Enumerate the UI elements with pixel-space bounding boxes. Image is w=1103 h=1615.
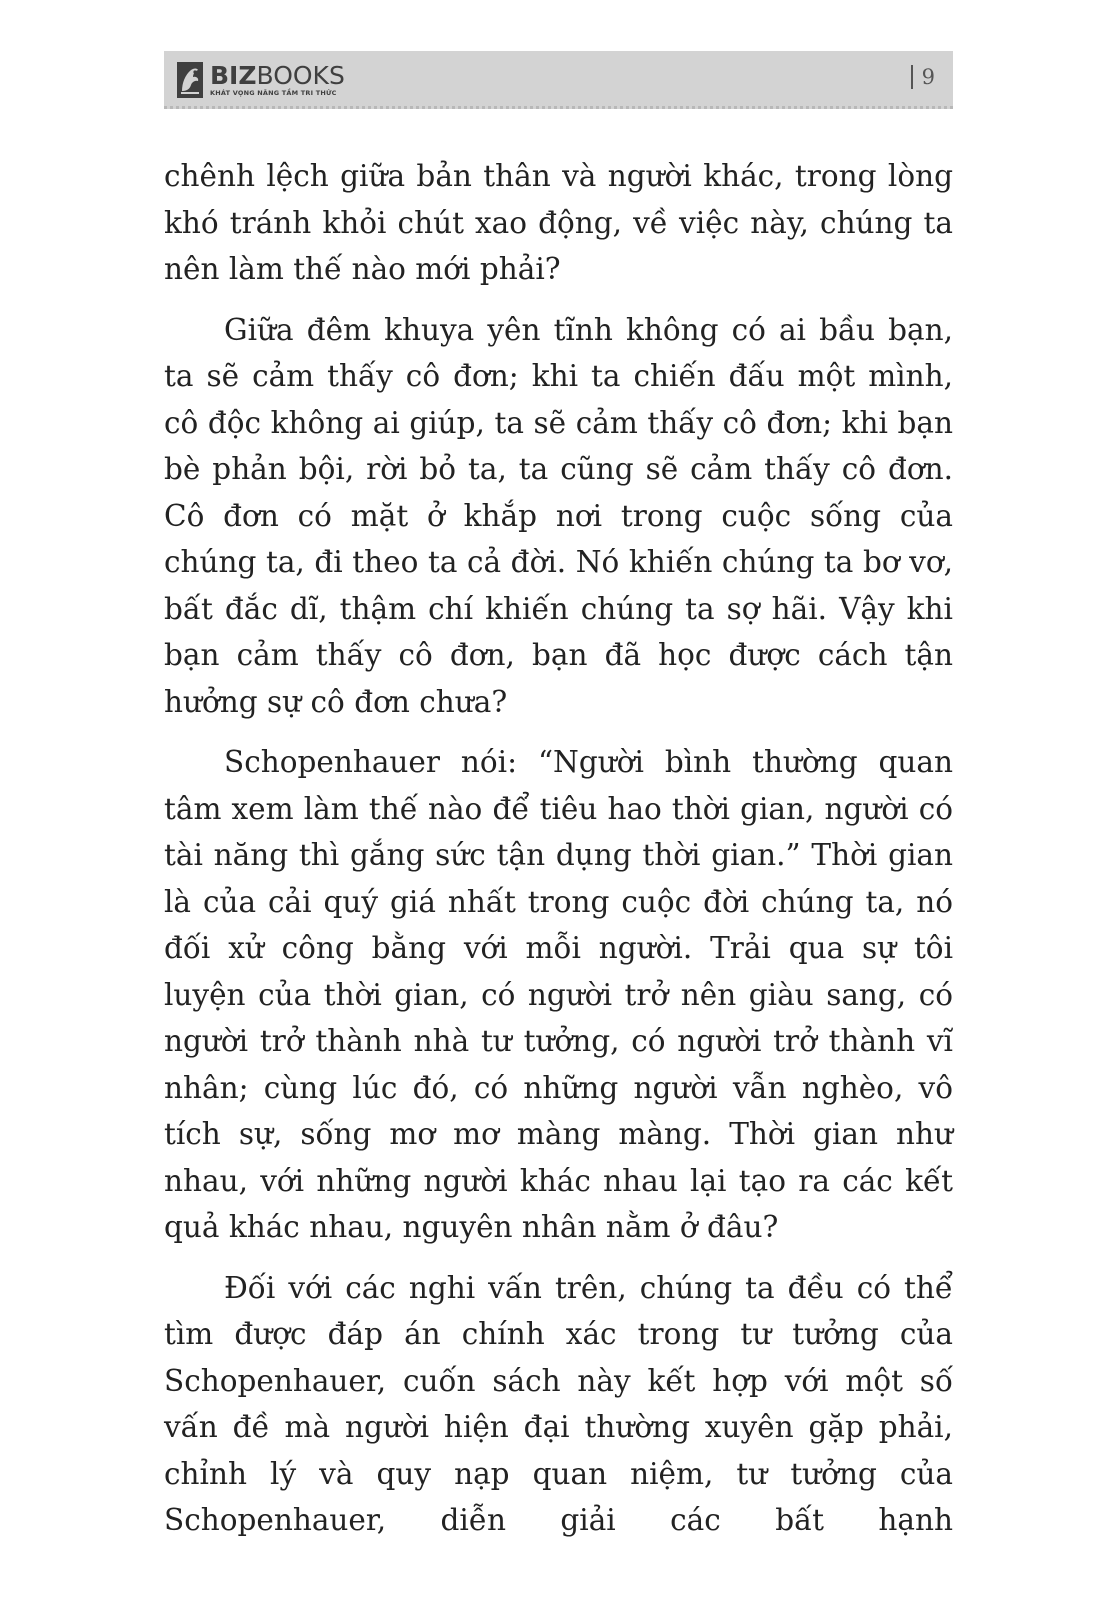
publisher-logo <box>176 59 345 101</box>
page-number-value: 9 <box>921 65 935 89</box>
bizbooks-logo-icon <box>176 61 204 99</box>
paragraph: Schopenhauer nói: “Người bình thường quan tâm xem làm thế nào để tiêu hao thời gian, người có tài năng thì gắng sức tận dụng thời gian.” Thời gian là của cải quý giá nhất trong cuộc đời chúng ta, nó đối xử công bằng với mỗi người. Trải qua sự tôi luyện của thời gian, có người trở nên giàu sang, có người trở thành nhà tư tưởng, có người trở thành vĩ nhân; cùng lúc đó, có những người vẫn nghèo, vô tích sự, sống mơ mơ màng màng. Thời gian như nhau, với những người khác nhau lại tạo ra các kết quả khác nhau, nguyên nhân nằm ở đâu? <box>164 745 953 1244</box>
brand-tagline: KHÁT VỌNG NÂNG TẦM TRI THỨC <box>210 89 337 97</box>
paragraph: Đối với các nghi vấn trên, chúng ta đều có thể tìm được đáp án chính xác trong tư tưởng của Schopenhauer, cuốn sách này kết hợp với một số vấn đề mà người hiện đại thường xuyên gặp phải, chỉnh lý và quy nạp quan niệm, tư tưởng của Schopenhauer, diễn giải các bất hạnh <box>164 1270 953 1537</box>
page-number <box>911 65 935 89</box>
brand-name <box>210 63 345 89</box>
brand-name-regular: BOOKS <box>256 61 345 90</box>
paragraph: Giữa đêm khuya yên tĩnh không có ai bầu bạn, ta sẽ cảm thấy cô đơn; khi ta chiến đấu một mình, cô độc không ai giúp, ta sẽ cảm thấy cô đơn; khi bạn bè phản bội, rời bỏ ta, ta cũng sẽ cảm thấy cô đơn. Cô đơn có mặt ở khắp nơi trong cuộc sống của chúng ta, đi theo ta cả đời. Nó khiến chúng ta bơ vơ, bất đắc dĩ, thậm chí khiến chúng ta sợ hãi. Vậy khi bạn cảm thấy cô đơn, bạn đã học được cách tận hưởng sự cô đơn chưa? <box>164 312 953 719</box>
logo-text <box>210 63 345 97</box>
page-body <box>164 153 953 1558</box>
paragraph: chênh lệch giữa bản thân và người khác, trong lòng khó tránh khỏi chút xao động, về việc này, chúng ta nên làm thế nào mới phải? <box>164 159 953 286</box>
brand-name-bold: BIZ <box>210 61 257 90</box>
page-header <box>164 51 953 109</box>
page-number-divider <box>911 65 913 89</box>
